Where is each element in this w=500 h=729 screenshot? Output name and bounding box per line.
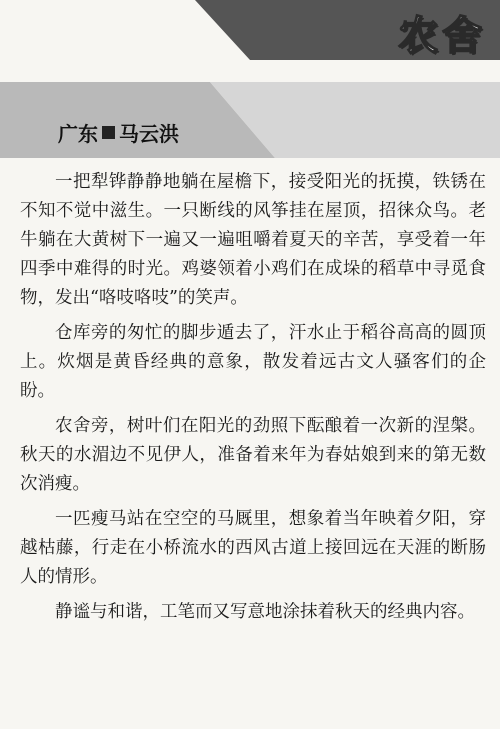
paragraph: 仓库旁的匆忙的脚步遁去了，汗水止于稻谷高高的圆顶上。炊烟是黄昏经典的意象，散发着远古文人骚客们的企盼。	[20, 323, 486, 401]
paragraph: 一把犁铧静静地躺在屋檐下，接受阳光的抚摸，铁锈在不知不觉中滋生。一只断线的风筝挂在屋顶，招徕众鸟。老牛躺在大黄树下一遍又一遍咀嚼着夏天的辛苦，享受着一年四季中难得的时光。鸡婆领着小鸡们在成垛的稻草中寻觅食物，发出“咯吱咯吱”的笑声。	[20, 172, 486, 308]
byline-author: 马云洪	[119, 122, 179, 146]
byline	[58, 118, 179, 147]
paragraph: 农舍旁，树叶们在阳光的劲照下酝酿着一次新的涅槃。秋天的水湄边不见伊人，准备着来年为春姑娘到来的第无数次消瘦。	[20, 416, 486, 494]
article-body	[20, 168, 486, 633]
paragraph: 一匹瘦马站在空空的马厩里，想象着当年映着夕阳，穿越枯藤，行走在小桥流水的西风古道上接回远在天涯的断肠人的情形。	[20, 509, 486, 587]
byline-region: 广东	[58, 122, 98, 146]
byline-separator	[102, 126, 115, 139]
header-banner	[0, 0, 500, 158]
section-title: 农舍	[398, 13, 486, 59]
paragraph: 静谧与和谐，工笔而又写意地涂抹着秋天的经典内容。	[55, 602, 475, 622]
